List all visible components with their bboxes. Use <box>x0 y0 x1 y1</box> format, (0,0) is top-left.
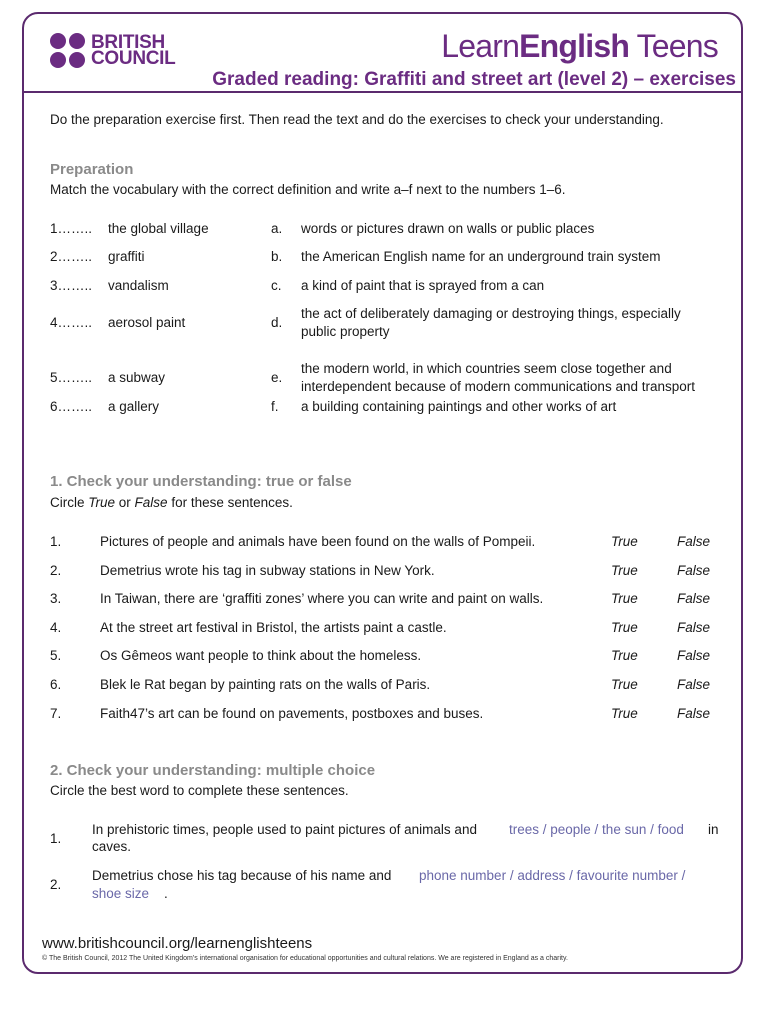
statement-text: Demetrius wrote his tag in subway stations in New York. <box>100 562 435 578</box>
mc-question-number: 2. <box>50 877 62 892</box>
true-option[interactable]: True <box>611 705 638 721</box>
true-option[interactable]: True <box>611 619 638 635</box>
vocab-number[interactable]: 3…….. <box>50 278 93 293</box>
false-option[interactable]: False <box>677 648 711 664</box>
statement-text: Blek le Rat began by painting rats on the walls of Paris. <box>100 677 431 692</box>
vocab-number[interactable]: 6…….. <box>50 399 93 414</box>
mc-question-1-choices[interactable]: trees / people / the sun / food <box>509 822 684 837</box>
definition-text-cont: public property <box>301 324 390 339</box>
true-option[interactable]: True <box>611 677 638 692</box>
mc-question-2-choices-cont[interactable]: shoe size <box>92 886 150 901</box>
definition-text: a building containing paintings and other works of art <box>301 399 617 414</box>
statement-text: Faith47’s art can be found on pavements, postboxes and buses. <box>100 705 484 721</box>
definition-letter: e. <box>271 370 283 385</box>
statement-number: 2. <box>50 562 62 578</box>
mc-question-1-line2: caves. <box>92 839 132 854</box>
false-option[interactable]: False <box>677 562 711 578</box>
page-title: Graded reading: Graffiti and street art (level 2) – exercises <box>212 69 736 90</box>
vocab-term: aerosol paint <box>108 315 186 330</box>
vocab-term: vandalism <box>108 278 169 293</box>
false-option[interactable]: False <box>677 619 711 635</box>
footer-legal: © The British Council, 2012 The United Kingdom’s international organisation for educational opportunities and cultural relations. We are registered in England as a charity. <box>42 955 568 962</box>
statement-number: 6. <box>50 677 62 692</box>
preparation-heading: Preparation <box>50 161 134 178</box>
mc-question-2-choices[interactable]: phone number / address / favourite number / <box>419 868 686 883</box>
definition-letter: b. <box>271 249 283 264</box>
vocab-number[interactable]: 2…….. <box>50 249 93 264</box>
definition-text: the modern world, in which countries seem close together and <box>301 361 672 376</box>
intro-text: Do the preparation exercise first. Then read the text and do the exercises to check your understanding. <box>50 112 664 127</box>
mc-question-2-end: . <box>164 886 168 901</box>
definition-text: a kind of paint that is sprayed from a can <box>301 278 545 293</box>
logo-dots-icon <box>50 33 85 68</box>
false-option[interactable]: False <box>677 591 711 607</box>
true-option[interactable]: True <box>611 534 638 549</box>
statement-number: 7. <box>50 705 62 721</box>
vocab-number[interactable]: 5…….. <box>50 370 93 385</box>
vocab-number[interactable]: 1…….. <box>50 221 93 236</box>
vocab-term: graffiti <box>108 249 145 264</box>
footer-url[interactable]: www.britishcouncil.org/learnenglishteens <box>42 935 313 952</box>
vocab-term: a subway <box>108 370 166 385</box>
statement-text: Pictures of people and animals have been found on the walls of Pompeii. <box>100 534 536 549</box>
statement-number: 5. <box>50 648 62 664</box>
header-divider <box>22 91 743 93</box>
vocab-term: the global village <box>108 221 209 236</box>
section1-heading: 1. Check your understanding: true or false <box>50 473 352 490</box>
mc-question-1-text: In prehistoric times, people used to paint pictures of animals and <box>92 822 477 837</box>
statement-number: 1. <box>50 534 62 549</box>
section2-instruction: Circle the best word to complete these sentences. <box>50 783 349 798</box>
definition-text: the act of deliberately damaging or destroying things, especially <box>301 306 681 321</box>
section1-instruction: Circle True or False for these sentences. <box>50 495 293 510</box>
statement-text: At the street art festival in Bristol, the artists paint a castle. <box>100 619 447 635</box>
vocab-term: a gallery <box>108 399 160 414</box>
true-option[interactable]: True <box>611 562 638 578</box>
definition-letter: f. <box>271 399 279 414</box>
logo-line1: BRITISH <box>91 31 165 53</box>
section2-heading: 2. Check your understanding: multiple choice <box>50 762 376 779</box>
british-council-logo <box>50 33 175 68</box>
preparation-instruction: Match the vocabulary with the correct definition and write a–f next to the numbers 1–6. <box>50 182 566 197</box>
definition-text: words or pictures drawn on walls or public places <box>301 221 595 236</box>
definition-text-cont: interdependent because of modern communications and transport <box>301 379 695 394</box>
false-option[interactable]: False <box>677 705 711 721</box>
learnenglish-teens-brand: LearnEnglish Teens <box>441 28 718 64</box>
definition-letter: c. <box>271 278 282 293</box>
false-option[interactable]: False <box>677 677 711 692</box>
mc-question-number: 1. <box>50 831 62 846</box>
statement-number: 3. <box>50 591 62 607</box>
statement-number: 4. <box>50 619 62 635</box>
mc-question-2-text: Demetrius chose his tag because of his name and <box>92 868 392 883</box>
true-option[interactable]: True <box>611 591 638 607</box>
vocab-number[interactable]: 4…….. <box>50 315 93 330</box>
statement-text: Os Gêmeos want people to think about the homeless. <box>100 648 422 664</box>
mc-question-1-after: in <box>708 822 719 837</box>
logo-line2: COUNCIL <box>91 47 176 69</box>
true-option[interactable]: True <box>611 648 638 664</box>
false-option[interactable]: False <box>677 534 711 549</box>
statement-text: In Taiwan, there are ‘graffiti zones’ where you can write and paint on walls. <box>100 591 544 607</box>
definition-letter: d. <box>271 315 283 330</box>
definition-text: the American English name for an underground train system <box>301 249 661 264</box>
definition-letter: a. <box>271 221 283 236</box>
